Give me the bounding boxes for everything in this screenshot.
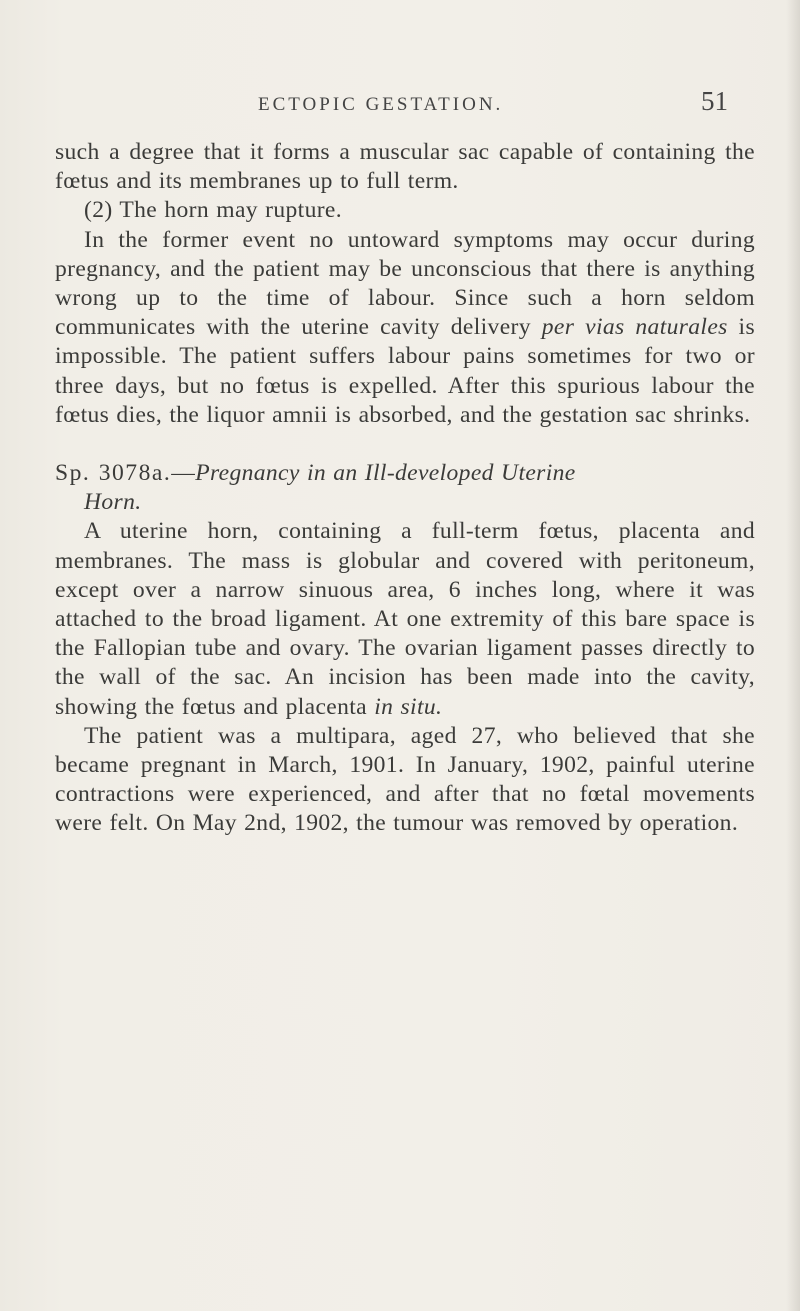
paragraph-text: such a degree that it forms a muscular sac capable of containing the fœtus and its membranes up to full term. xyxy=(55,139,755,195)
specimen-label: Sp. 3078a. xyxy=(55,460,172,487)
patient-history xyxy=(55,722,755,839)
page-header xyxy=(258,86,728,126)
specimen-description xyxy=(55,517,755,721)
paragraph-text: (2) The horn may rupture. xyxy=(84,197,343,224)
paragraph-continuation xyxy=(55,138,755,196)
body-text xyxy=(55,138,755,839)
specimen-heading xyxy=(55,459,755,517)
specimen-dash: — xyxy=(171,460,196,487)
paragraph-text: The patient was a multipara, aged 27, who believed that she became pregnant in March, 1901. In January, 1902, painful uterine contractions were experienced, and after that no fœtal movements were felt. On May 2nd, 1902, the tumour was removed by operation. xyxy=(55,722,755,837)
paragraph-horn-rupture xyxy=(55,196,755,225)
specimen-title: Pregnancy in an Ill-developed Uterine xyxy=(195,460,576,487)
italic-phrase: per vias naturales xyxy=(541,314,728,341)
running-head: ECTOPIC GESTATION. xyxy=(258,94,504,115)
page-edge-shadow xyxy=(786,0,800,1311)
page-number: 51 xyxy=(701,86,728,116)
paragraph-text: In the former event no untoward symptoms may occur during pregnancy, and the patient may be unconscious that there is anything wrong up to the time of labour. Since such a horn seldom communicates with the uterine cavity delivery xyxy=(55,226,755,341)
specimen-title-continued: Horn. xyxy=(84,489,142,516)
section-gap xyxy=(55,430,755,459)
paragraph-text: A uterine horn, containing a full-term fœtus, placenta and membranes. The mass is globular and covered with peritoneum, except over a narrow sinuous area, 6 inches long, where it was attached to the broad ligament. At one extremity of this bare space is the Fallopian tube and ovary. The ovarian ligament passes directly to the wall of the sac. An incision has been made into the cavity, showing the fœtus and placenta xyxy=(55,518,755,720)
italic-phrase: in situ. xyxy=(374,693,443,720)
paragraph-text: is impossible. The patient suffers labour pains sometimes for two or three days, but no fœtus is expelled. After this spurious labour the fœtus dies, the liquor amnii is absorbed, and the gestation sac shrinks. xyxy=(55,314,755,428)
paragraph-former-event xyxy=(55,226,755,430)
